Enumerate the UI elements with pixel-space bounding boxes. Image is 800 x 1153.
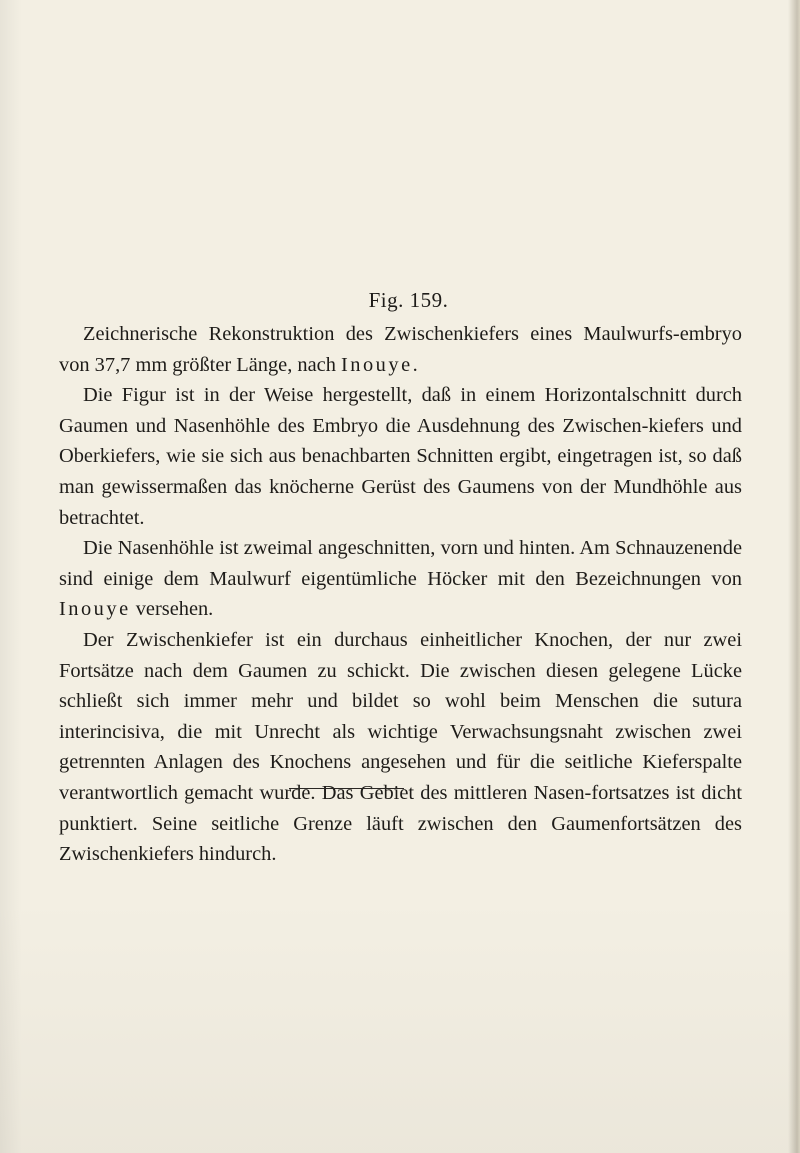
figure-caption-block [59,281,742,870]
page-edge-shadow [788,0,800,1153]
caption-paragraph-4: Der Zwischenkiefer ist ein durchaus einheitlicher Knochen, der nur zwei Fortsätze nach dem Gaumen zu schickt. Die zwischen diesen gelegene Lücke schließt sich immer mehr und bildet so wohl beim Menschen die sutura interincisiva, die mit Unrecht als wichtige Verwachsungsnaht zwischen zwei getrennten Anlagen des Knochens angesehen und für die seitliche Kieferspalte verantwortlich gemacht wurde. Das Gebiet des mittleren Nasen-fortsatzes ist dicht punktiert. Seine seitliche Grenze läuft zwischen den Gaumenfortsätzen des Zwischenkiefers hindurch. [59,628,742,866]
caption-text: Die Nasenhöhle ist zweimal angeschnitten, vorn und hinten. Am Schnauzenende sind einige dem Maulwurf eigentümliche Höcker mit den Bezeichnungen von [59,537,742,590]
caption-text: . [412,353,418,376]
caption-paragraph-1 [59,319,742,380]
author-name: Inouye [59,598,131,621]
author-name: Inouye [341,353,413,376]
caption-text: versehen. [130,598,214,621]
section-divider-rule [289,788,404,789]
caption-text: Zeichnerische Rekonstruktion des Zwischenkiefers eines Maulwurfs-embryo von 37,7 mm größter Länge, nach [59,323,742,376]
caption-paragraph-2: Die Figur ist in der Weise hergestellt, daß in einem Horizontalschnitt durch Gaumen und Nasenhöhle des Embryo die Ausdehnung des Zwischen-kiefers und Oberkiefers, wie sie sich aus benachbarten Schnitten ergibt, eingetragen ist, so daß man gewissermaßen das knöcherne Gerüst des Gaumens von der Mundhöhle aus betrachtet. [59,384,742,529]
caption-paragraph-3 [59,533,742,625]
figure-label: Fig. 159. [368,288,449,312]
